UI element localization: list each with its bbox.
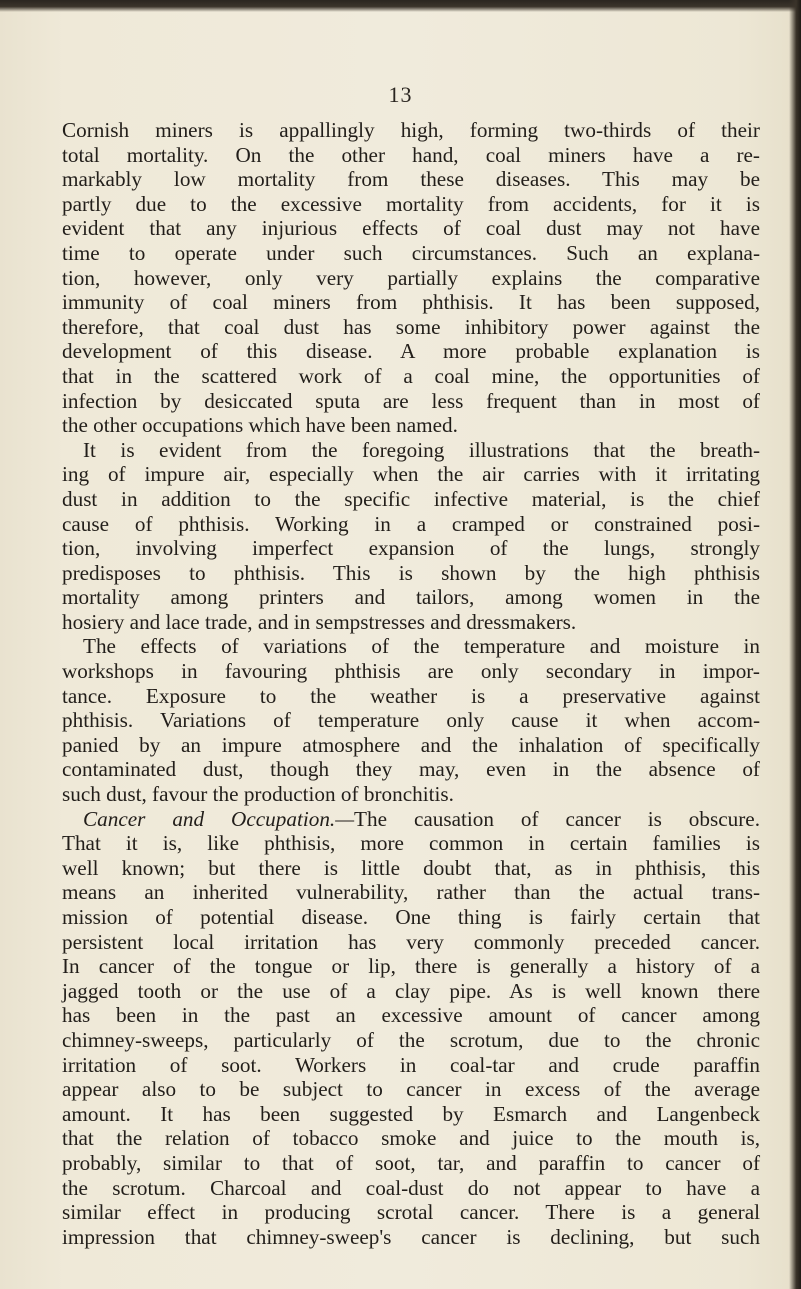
text-line: ing of impure air, especially when the air carries with it irritating	[62, 462, 760, 487]
text-line: irritation of soot. Workers in coal-tar and crude paraffin	[62, 1052, 760, 1077]
text-line: phthisis. Variations of temperature only cause it when accom-	[62, 708, 760, 733]
text-line: partly due to the excessive mortality from accidents, for it is	[62, 191, 760, 216]
text-line: the other occupations which have been named.	[62, 413, 458, 438]
text-line: infection by desiccated sputa are less frequent than in most of	[62, 388, 760, 413]
text-line: total mortality. On the other hand, coal miners have a re-	[62, 142, 760, 167]
text-line: chimney-sweeps, particularly of the scrotum, due to the chronic	[62, 1027, 760, 1052]
page-number: 13	[388, 82, 413, 107]
text-line: impression that chimney-sweep's cancer is declining, but such	[62, 1224, 760, 1249]
text-line: has been in the past an excessive amount of cancer among	[62, 1003, 760, 1028]
section-heading-cancer-and-occupation: Cancer and Occupation.—	[83, 806, 355, 831]
text-line: predisposes to phthisis. This is shown by the high phthisis	[62, 560, 760, 585]
text-line: cause of phthisis. Working in a cramped or constrained posi-	[62, 511, 760, 536]
text-line: Cornish miners is appallingly high, forming two-thirds of their	[62, 118, 760, 142]
text-line: markably low mortality from these diseases. This may be	[62, 167, 760, 192]
text-line: amount. It has been suggested by Esmarch and Langenbeck	[62, 1101, 760, 1126]
text-line: contaminated dust, though they may, even in the absence of	[62, 757, 760, 782]
text-line: therefore, that coal dust has some inhibitory power against the	[62, 314, 760, 339]
text-line: dust in addition to the specific infective material, is the chief	[62, 486, 760, 511]
page-top-shadow	[0, 0, 801, 12]
text-line: means an inherited vulnerability, rather than the actual trans-	[62, 880, 760, 905]
page-right-edge-shadow	[789, 0, 801, 1289]
body-text	[62, 118, 760, 1249]
text-line: well known; but there is little doubt that, as in phthisis, this	[62, 855, 760, 880]
text-line: the scrotum. Charcoal and coal-dust do not appear to have a	[62, 1175, 760, 1200]
text-line: That it is, like phthisis, more common in certain families is	[62, 831, 760, 856]
text-line: It is evident from the foregoing illustrations that the breath-	[83, 437, 760, 462]
text-line: appear also to be subject to cancer in excess of the average	[62, 1077, 760, 1102]
text-line: The causation of cancer is obscure.	[354, 806, 760, 831]
text-line: immunity of coal miners from phthisis. It has been supposed,	[62, 290, 760, 315]
text-line: evident that any injurious effects of coal dust may not have	[62, 216, 760, 241]
text-line: The effects of variations of the temperature and moisture in	[83, 634, 760, 659]
section-first-line	[62, 807, 760, 832]
text-line: that the relation of tobacco smoke and juice to the mouth is,	[62, 1126, 760, 1151]
text-line: hosiery and lace trade, and in sempstresses and dressmakers.	[62, 609, 577, 634]
text-line: persistent local irritation has very commonly preceded cancer.	[62, 929, 760, 954]
text-line: tion, involving imperfect expansion of the lungs, strongly	[62, 536, 760, 561]
text-line: workshops in favouring phthisis are only secondary in impor-	[62, 659, 760, 684]
text-line: similar effect in producing scrotal cancer. There is a general	[62, 1200, 760, 1225]
text-line: probably, similar to that of soot, tar, and paraffin to cancer of	[62, 1150, 760, 1175]
text-line: mission of potential disease. One thing is fairly certain that	[62, 905, 760, 929]
text-line: In cancer of the tongue or lip, there is generally a history of a	[62, 954, 760, 979]
text-line: that in the scattered work of a coal mine, the opportunities of	[62, 363, 760, 388]
text-line: jagged tooth or the use of a clay pipe. As is well known there	[62, 978, 760, 1003]
text-line: panied by an impure atmosphere and the inhalation of specifically	[62, 732, 760, 757]
text-line: mortality among printers and tailors, among women in the	[62, 585, 760, 610]
text-line: tion, however, only very partially explains the comparative	[62, 265, 760, 290]
text-line: time to operate under such circumstances. Such an explana-	[62, 240, 760, 265]
text-line: tance. Exposure to the weather is a preservative against	[62, 683, 760, 708]
text-line: development of this disease. A more probable explanation is	[62, 339, 760, 364]
text-line: such dust, favour the production of bronchitis.	[62, 782, 454, 807]
